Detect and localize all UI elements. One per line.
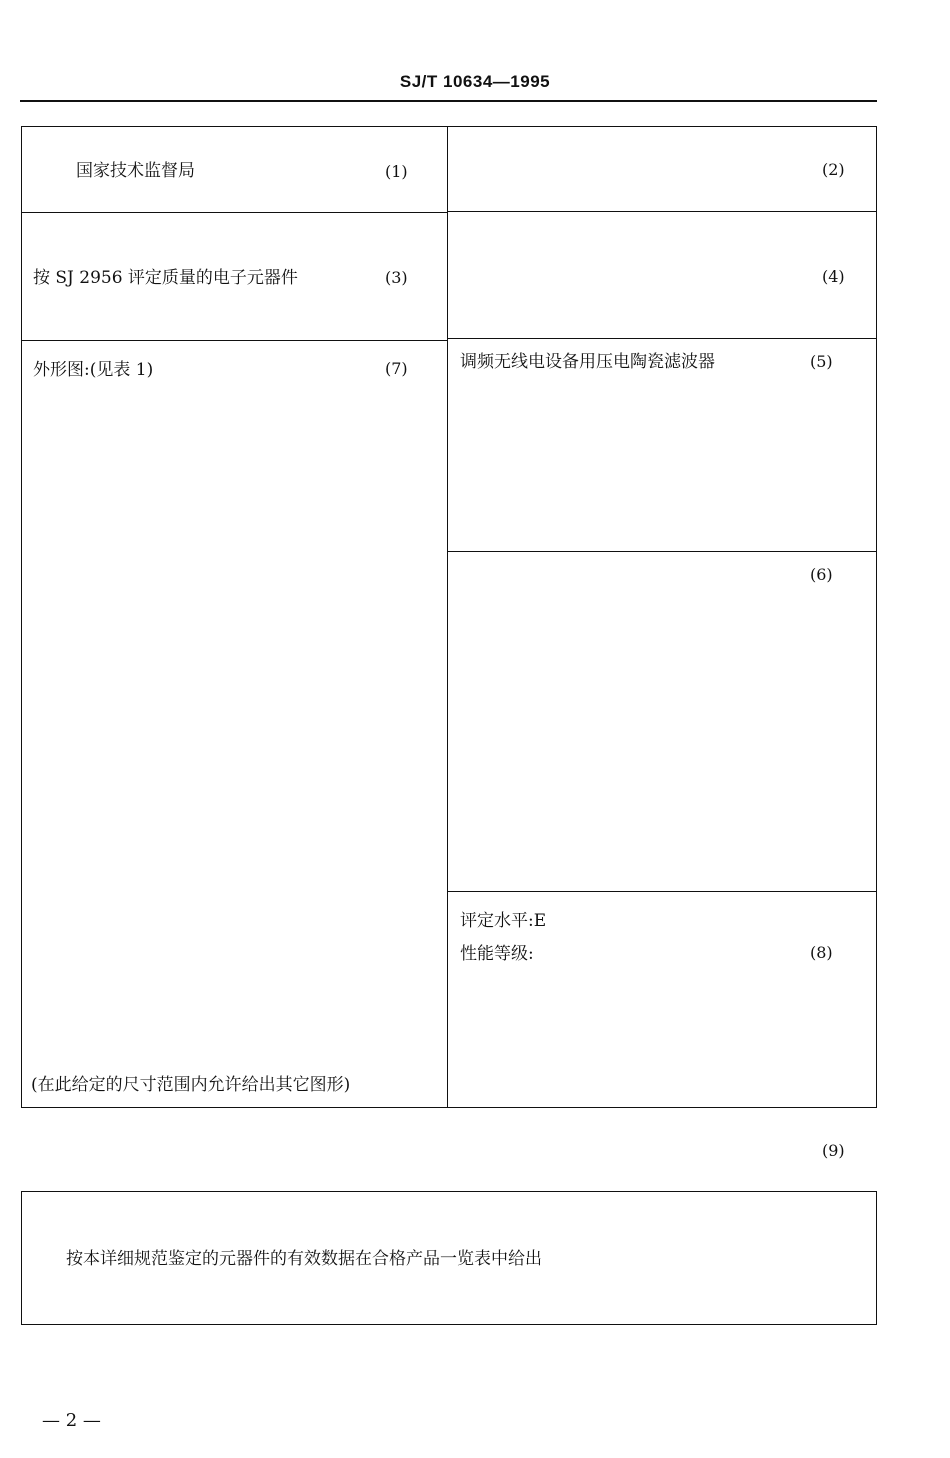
header-rule bbox=[20, 100, 877, 102]
form-column-divider bbox=[447, 126, 448, 1108]
cell-4-number: (4) bbox=[822, 267, 845, 286]
cell-8-performance-grade: 性能等级: bbox=[460, 944, 534, 964]
form-row-divider bbox=[447, 891, 877, 892]
form-row-divider bbox=[447, 211, 877, 212]
cell-8-assessment-level: 评定水平:E bbox=[460, 911, 547, 931]
section-9-text: 按本详细规范鉴定的元器件的有效数据在合格产品一览表中给出 bbox=[66, 1249, 542, 1269]
cell-8-number: (8) bbox=[810, 943, 833, 962]
form-row-divider bbox=[447, 338, 877, 339]
cell-7-outline-drawing: 外形图:(见表 1) bbox=[33, 360, 154, 380]
form-row-divider bbox=[447, 551, 877, 552]
section-9-number: (9) bbox=[822, 1141, 845, 1160]
form-row-divider bbox=[21, 340, 448, 341]
cell-1-authority: 国家技术监督局 bbox=[76, 161, 195, 181]
standard-code: SJ/T 10634—1995 bbox=[399, 72, 551, 91]
cell-3-quality-basis: 按 SJ 2956 评定质量的电子元器件 bbox=[33, 268, 298, 288]
cell-5-number: (5) bbox=[810, 352, 833, 371]
cell-7-note: (在此给定的尺寸范围内允许给出其它图形) bbox=[31, 1075, 351, 1095]
page-number: — 2 — bbox=[42, 1410, 101, 1431]
form-row-divider bbox=[21, 212, 448, 213]
cell-1-number: (1) bbox=[385, 162, 408, 181]
cell-3-number: (3) bbox=[385, 268, 408, 287]
cell-7-number: (7) bbox=[385, 359, 408, 378]
cell-5-product-title: 调频无线电设备用压电陶瓷滤波器 bbox=[460, 352, 715, 372]
cell-6-number: (6) bbox=[810, 565, 833, 584]
cell-2-number: (2) bbox=[822, 160, 845, 179]
